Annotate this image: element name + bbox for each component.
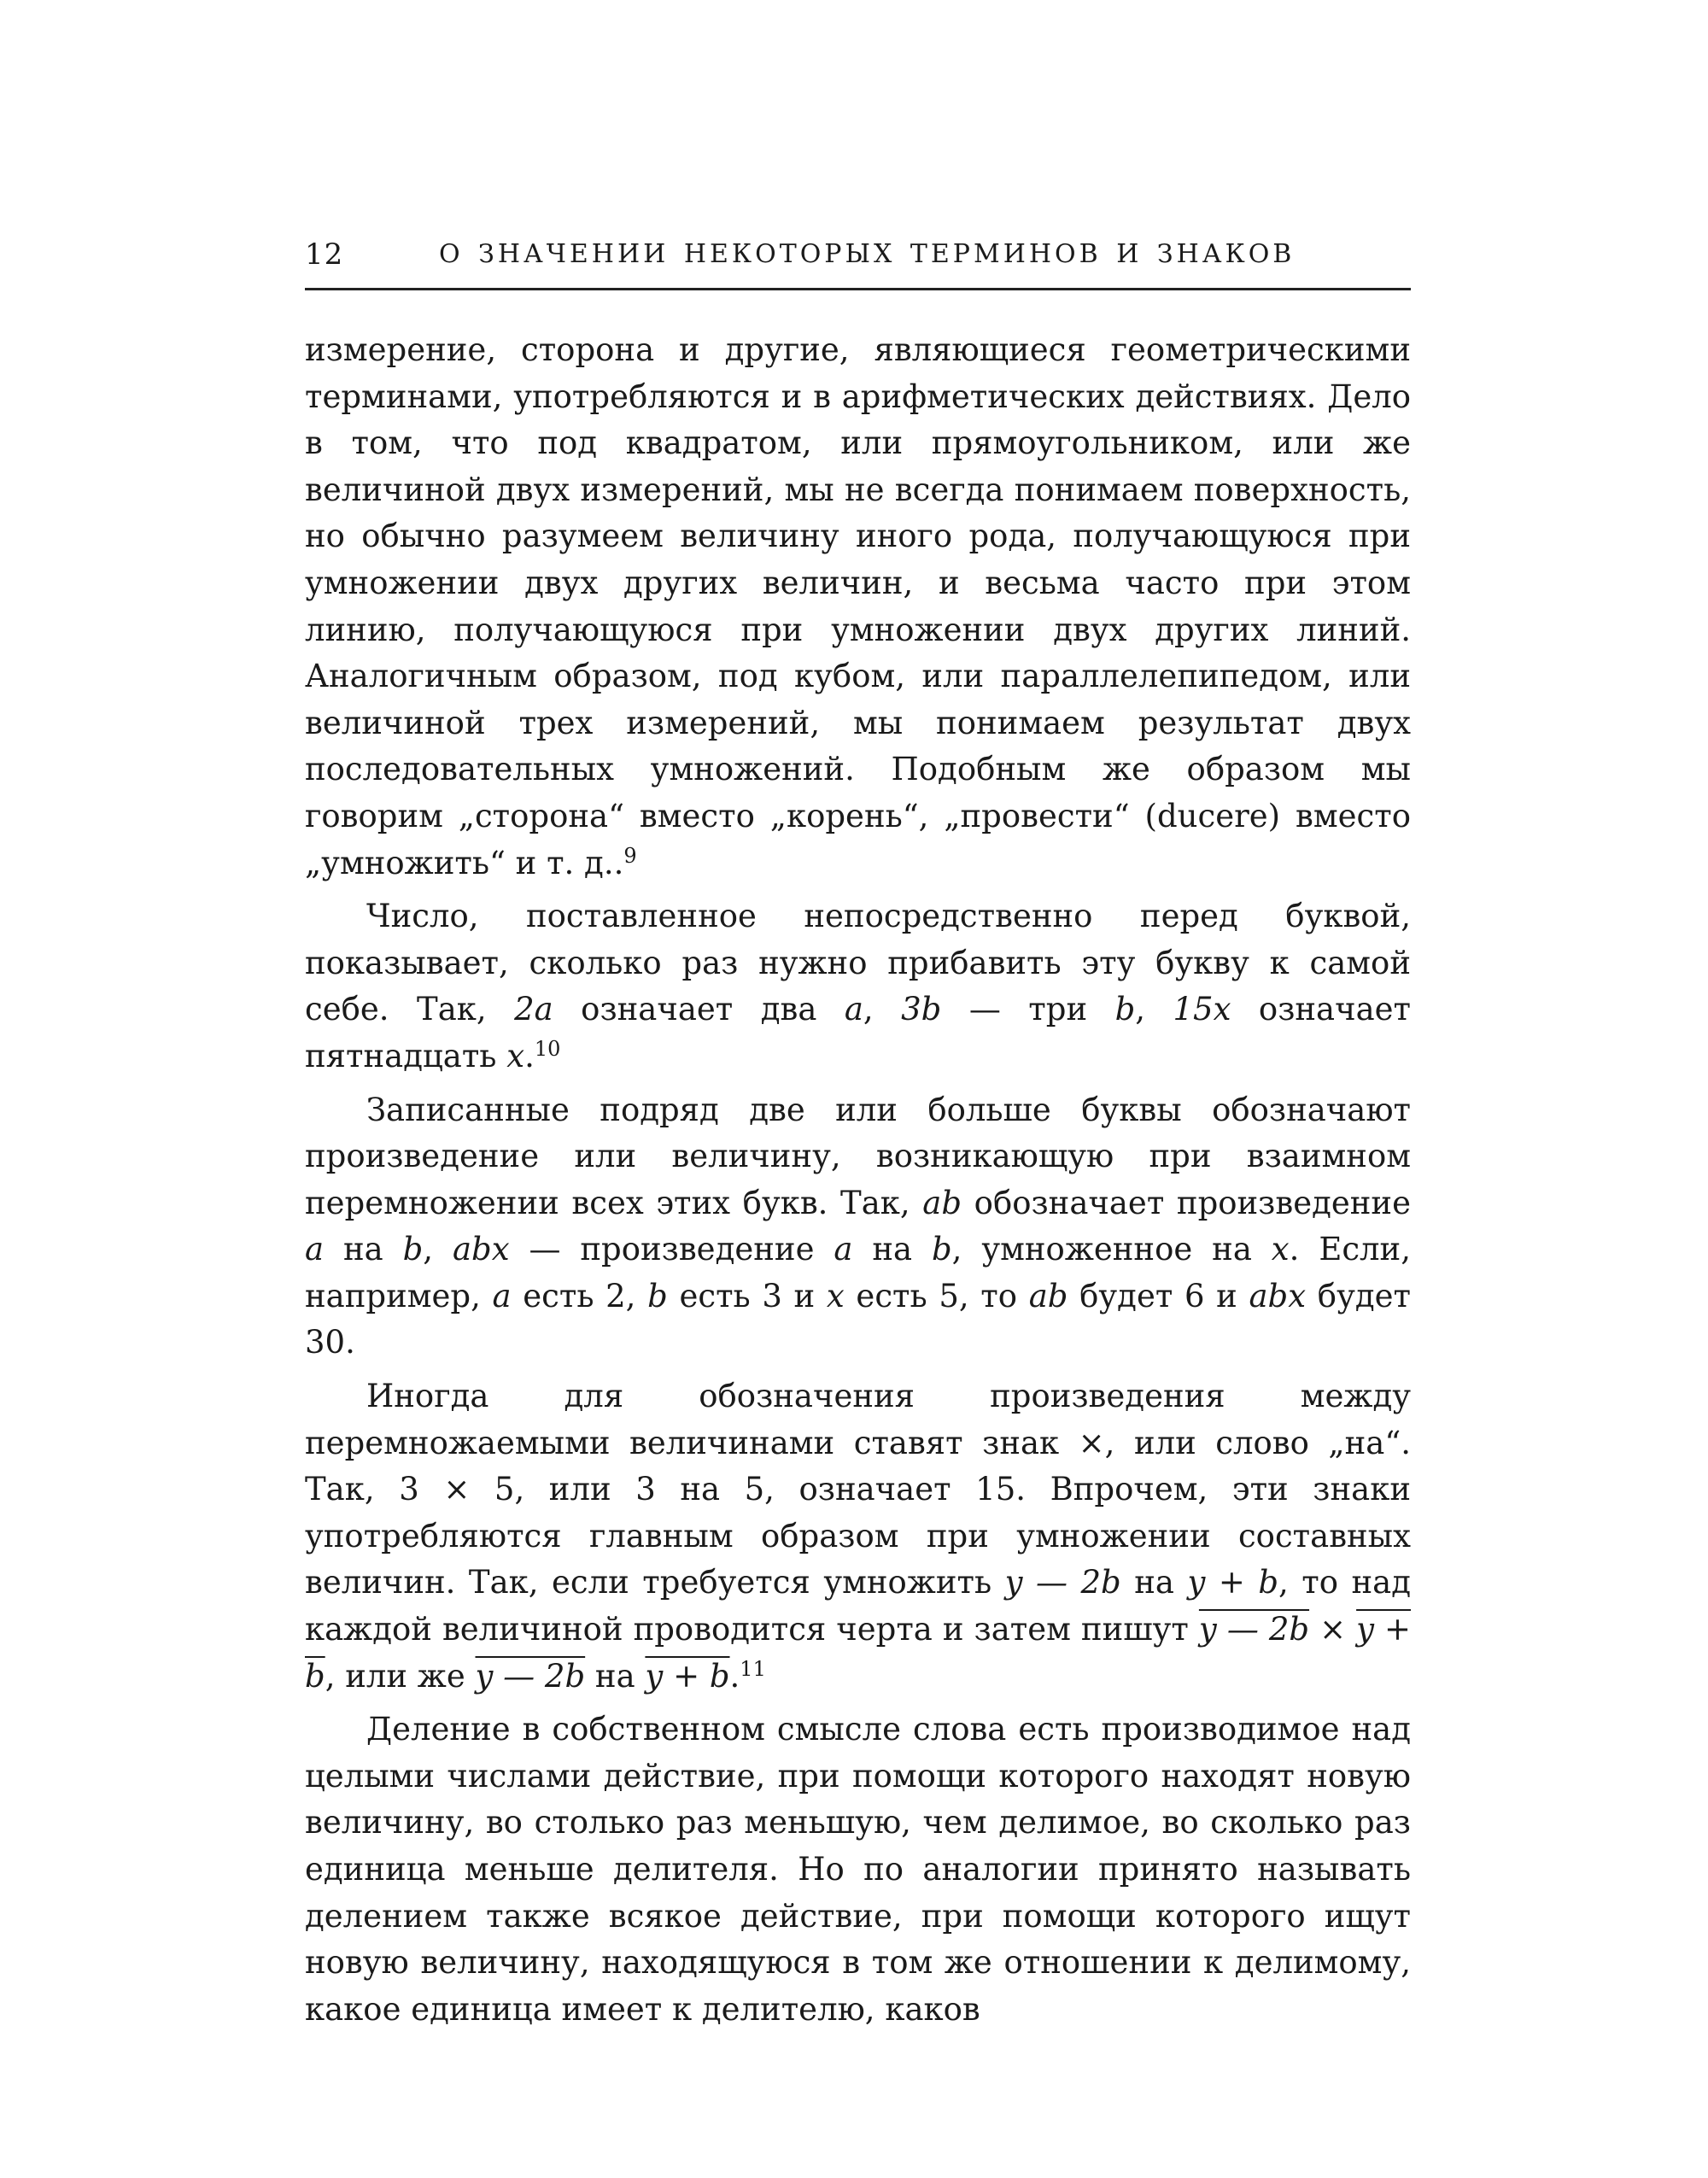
text-run: будет 30. — [305, 1277, 1411, 1361]
text-run: есть 5, то — [844, 1277, 1029, 1314]
math-term: a — [844, 991, 863, 1028]
math-term: 2a — [514, 991, 553, 1028]
text-run: есть 3 и — [667, 1277, 827, 1314]
text-run: , умноженное на — [951, 1231, 1272, 1268]
paragraph-5 — [305, 1707, 1411, 2033]
header-rule — [305, 288, 1411, 290]
text-run: , или же — [325, 1657, 476, 1695]
paragraph-4 — [305, 1373, 1411, 1700]
math-term: 3b — [901, 991, 942, 1028]
footnote-ref: 11 — [740, 1656, 766, 1681]
math-term: b — [402, 1231, 424, 1268]
math-term: 15x — [1173, 991, 1231, 1028]
math-term: abx — [452, 1231, 510, 1268]
math-term: a — [834, 1231, 853, 1268]
overlined-term: y + b — [305, 1611, 1412, 1695]
math-term: ab — [922, 1184, 962, 1221]
math-term: x — [506, 1037, 525, 1074]
text-run: есть 2, — [511, 1277, 648, 1314]
text-run: на — [1120, 1564, 1188, 1601]
text-run: × — [1309, 1611, 1357, 1648]
text-run: . — [524, 1037, 535, 1074]
text-run: Число, поставленное непосредственно перед буквой, показывает, сколько раз нужно прибавить эту букву к самой себе. Так, — [305, 898, 1411, 1028]
body-text — [305, 327, 1411, 2040]
text-run: Записанные подряд две или больше буквы обозначают произведение или величину, возникающую при взаимном перемножении всех этих букв. Так, — [305, 1091, 1411, 1221]
footnote-ref: 9 — [623, 843, 637, 868]
text-run: измерение, сторона и другие, являющиеся геометрическими терминами, употребляются и в арифметических действиях. Дело в том, что под квадратом, или прямоугольником, или же величиной двух измерений, мы не всегда понимаем поверхность, но обычно разумеем величину иного рода, получающуюся при умножении двух других величин, и весьма часто при этом линию, получающуюся при умножении двух других линий. Аналогичным образом, под кубом, или параллелепипедом, или величиной трех измерений, мы понимаем результат двух последовательных умножений. Подобным же образом мы говорим „сторона“ вместо „корень“, „провести“ (ducere) вместо „умножить“ и т. д.. — [305, 331, 1411, 881]
text-run: , то над каждой величиной проводится черта и затем пишут — [305, 1564, 1412, 1648]
text-run: . — [729, 1657, 740, 1695]
page-number: 12 — [305, 237, 344, 272]
paragraph-3 — [305, 1087, 1411, 1367]
text-run: Иногда для обозначения произведения между перемножаемыми величинами ставят знак ×, или слово „на“. Так, 3 × 5, или 3 на 5, означает 15. Впрочем, эти знаки употребляются главным образом при умножении составных величин. Так, если требуется умножить — [305, 1378, 1411, 1601]
running-head — [305, 237, 1411, 280]
paragraph-2 — [305, 893, 1411, 1080]
text-run: означает пятнадцать — [305, 991, 1411, 1074]
math-term: x — [1271, 1231, 1290, 1268]
text-run: , — [423, 1231, 453, 1268]
text-run: Деление в собственном смысле слова есть производимое над целыми числами действие, при помощи которого находят новую величину, во столько раз меньшую, чем делимое, во сколько раз единица меньше делителя. Но по аналогии принято называть делением также всякое действие, при помощи которого ищут новую величину, находящуюся в том же отношении к делимому, какое единица имеет к делителю, каков — [305, 1711, 1411, 2028]
paragraph-1 — [305, 327, 1411, 887]
running-title: О ЗНАЧЕНИИ НЕКОТОРЫХ ТЕРМИНОВ И ЗНАКОВ — [439, 239, 1296, 269]
text-run: будет 6 и — [1068, 1277, 1249, 1314]
math-term: x — [826, 1277, 845, 1314]
overlined-term: y — 2b — [475, 1657, 586, 1695]
math-term: b — [1114, 991, 1136, 1028]
math-term: a — [492, 1277, 512, 1314]
math-term: b — [647, 1277, 668, 1314]
text-run: — три — [941, 991, 1115, 1028]
text-run: . Если, например, — [305, 1231, 1411, 1314]
math-term: a — [305, 1231, 325, 1268]
text-run: обозначает произведение — [962, 1184, 1411, 1221]
text-run: на — [324, 1231, 403, 1268]
text-run: , — [1135, 991, 1173, 1028]
overlined-term: y + b — [645, 1657, 730, 1695]
math-term: y — 2b — [1004, 1564, 1121, 1601]
text-run: означает два — [553, 991, 845, 1028]
text-run: на — [852, 1231, 932, 1268]
text-run: , — [863, 991, 902, 1028]
footnote-ref: 10 — [534, 1036, 561, 1061]
math-term: b — [931, 1231, 952, 1268]
math-term: y + b — [1187, 1564, 1279, 1601]
math-term: ab — [1028, 1277, 1068, 1314]
overlined-term: y — 2b — [1198, 1611, 1310, 1648]
text-run: на — [585, 1657, 646, 1695]
math-term: abx — [1249, 1277, 1307, 1314]
text-run: — произведение — [509, 1231, 834, 1268]
